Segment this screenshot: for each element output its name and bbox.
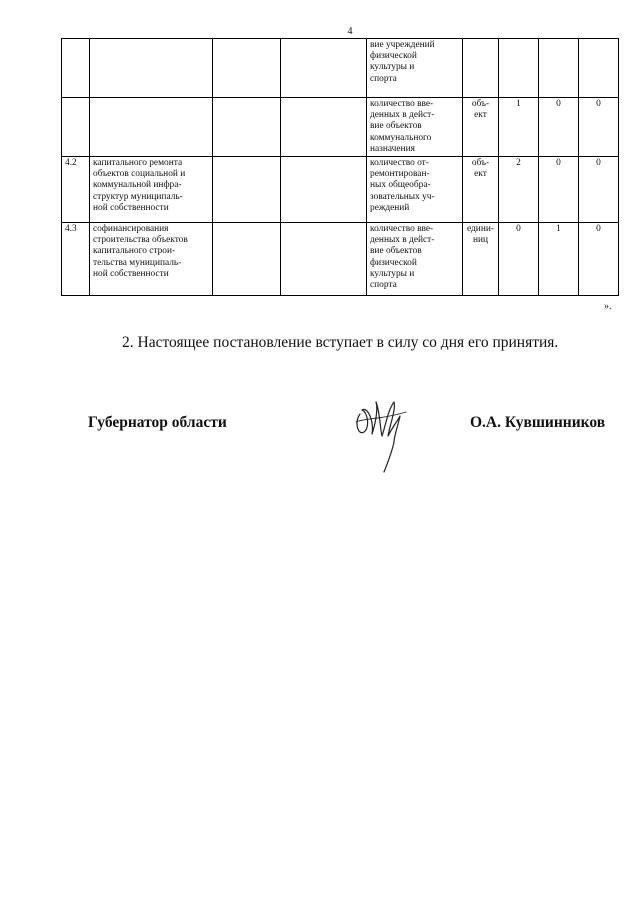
indicator-cell-line: коммунального — [370, 132, 432, 143]
indicator-cell-line: количество вве- — [370, 99, 434, 109]
empty-cell — [213, 39, 281, 98]
empty-cell — [213, 98, 281, 157]
value-cell: 2 — [499, 157, 539, 223]
indicator-cell-line: назначения — [370, 143, 415, 154]
page-number: 4 — [347, 26, 353, 37]
indicator-cell-line: количество от- — [370, 158, 429, 169]
table-row — [62, 98, 619, 157]
indicator-cell-line: вие объектов — [370, 246, 422, 257]
table-row — [62, 157, 619, 223]
unit-cell — [463, 98, 499, 157]
value-cell: 0 — [499, 223, 539, 296]
indicator-cell-line: спорта — [370, 280, 397, 291]
table-row — [62, 39, 619, 98]
activity-cell-line: ной собственности — [93, 202, 169, 213]
activity-cell-line: софинансирования — [93, 224, 169, 235]
indicator-cell-line: вие учреждений — [370, 40, 435, 50]
activity-cell-line: тельства муниципаль- — [93, 257, 182, 268]
activity-cell-line: ной собственности — [93, 268, 169, 279]
item-number-cell: 4.3 — [62, 223, 90, 296]
unit-cell — [463, 157, 499, 223]
empty-cell — [281, 39, 367, 98]
value-cell: 0 — [539, 98, 579, 157]
value-cell — [499, 39, 539, 98]
indicator-cell-line: денных в дейст- — [370, 235, 435, 246]
unit-cell — [463, 223, 499, 296]
indicator-cell — [367, 157, 463, 223]
activity-cell-line: капитального ремонта — [93, 158, 183, 169]
table-row — [62, 223, 619, 296]
indicator-cell-line: спорта — [370, 73, 397, 84]
indicator-cell — [367, 39, 463, 98]
empty-cell — [213, 223, 281, 296]
indicator-cell-line: культуры и — [370, 62, 415, 73]
targets-table — [61, 38, 619, 296]
activity-cell-line: строительства объектов — [93, 235, 188, 246]
indicator-cell-line: ремонтирован- — [370, 169, 430, 180]
unit-cell — [463, 39, 499, 98]
indicator-cell-line: зовательных уч- — [370, 191, 435, 202]
value-cell: 0 — [579, 223, 619, 296]
value-cell — [579, 39, 619, 98]
signer-name: О.А. Кувшинников — [470, 414, 606, 431]
indicator-cell-line: физической — [370, 257, 417, 268]
value-cell: 0 — [579, 98, 619, 157]
indicator-cell-line: вие объектов — [370, 121, 422, 132]
indicator-cell — [367, 223, 463, 296]
activity-cell-line: структур муниципаль- — [93, 191, 183, 202]
item-number-cell — [62, 39, 90, 98]
closing-quote-mark: ». — [604, 301, 612, 312]
activity-cell-line: капитального строи- — [93, 246, 176, 257]
activity-cell-line: коммунальной инфра- — [93, 180, 182, 191]
handwritten-signature — [350, 392, 414, 476]
value-cell: 0 — [579, 157, 619, 223]
unit-cell-line: объ- — [471, 158, 490, 169]
value-cell — [539, 39, 579, 98]
indicator-cell-line: количество вве- — [370, 224, 434, 235]
empty-cell — [213, 157, 281, 223]
empty-cell — [281, 157, 367, 223]
item-number-cell — [62, 98, 90, 157]
activity-cell — [90, 98, 213, 157]
unit-cell-line: объ- — [471, 99, 490, 109]
indicator-cell-line: физической — [370, 51, 417, 62]
unit-cell-line: ект — [474, 169, 487, 180]
value-cell: 0 — [539, 157, 579, 223]
unit-cell-line: ниц — [472, 235, 489, 246]
effective-clause: 2. Настоящее постановление вступает в силу со дня его принятия. — [122, 334, 559, 351]
activity-cell — [90, 157, 213, 223]
empty-cell — [281, 98, 367, 157]
signer-title: Губернатор области — [88, 414, 227, 431]
indicator-cell-line: денных в дейст- — [370, 110, 435, 121]
indicator-cell-line: ных общеобра- — [370, 180, 431, 191]
activity-cell — [90, 39, 213, 98]
unit-cell-line: ект — [474, 110, 487, 121]
value-cell: 1 — [539, 223, 579, 296]
activity-cell — [90, 223, 213, 296]
indicator-cell — [367, 98, 463, 157]
activity-cell-line: объектов социальной и — [93, 169, 186, 180]
value-cell: 1 — [499, 98, 539, 157]
item-number-cell: 4.2 — [62, 157, 90, 223]
unit-cell-line: едини- — [467, 224, 494, 235]
indicator-cell-line: культуры и — [370, 268, 415, 279]
indicator-cell-line: реждений — [370, 202, 410, 213]
empty-cell — [281, 223, 367, 296]
